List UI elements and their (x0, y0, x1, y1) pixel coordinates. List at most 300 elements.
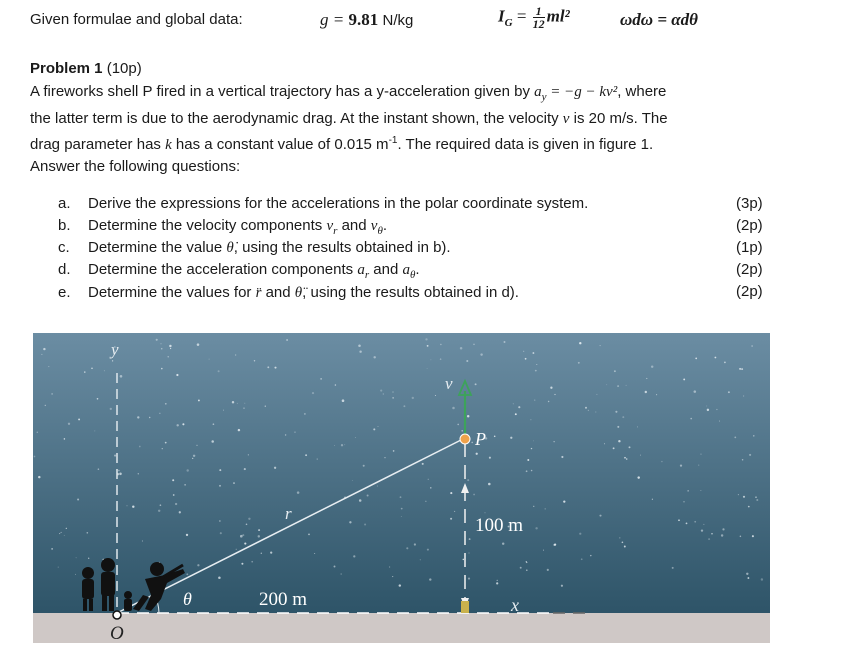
star (248, 454, 249, 455)
star (526, 470, 528, 472)
star (661, 461, 662, 462)
star (473, 344, 474, 345)
question-label: b. (58, 217, 71, 234)
star (352, 480, 353, 481)
star (422, 463, 424, 465)
star (373, 428, 375, 430)
star (743, 496, 745, 498)
star (728, 391, 730, 393)
label-r: r (285, 504, 292, 523)
star (294, 431, 295, 432)
star (138, 473, 139, 474)
star (209, 359, 210, 360)
star (335, 384, 337, 386)
star (59, 533, 60, 534)
star (425, 338, 427, 340)
star (165, 403, 167, 405)
star (734, 437, 736, 439)
ay-expression: = −g − kv² (546, 84, 618, 100)
star (41, 354, 42, 355)
star (454, 511, 455, 512)
star (468, 578, 470, 580)
unit-exponent: -1 (388, 135, 398, 146)
points-a: (3p) (736, 195, 763, 212)
star (267, 366, 269, 368)
star (471, 442, 473, 444)
star (626, 385, 627, 386)
star (626, 458, 628, 460)
star (112, 360, 113, 361)
star (384, 457, 385, 458)
star (218, 370, 220, 372)
star (578, 362, 580, 364)
star (645, 391, 647, 393)
star (392, 391, 394, 393)
star (435, 395, 436, 396)
star (536, 364, 537, 365)
star (383, 393, 384, 394)
omega-formula: ωdω = αdθ (620, 10, 699, 29)
star (233, 482, 235, 484)
star (651, 365, 653, 367)
star (581, 558, 583, 560)
star (182, 423, 184, 425)
star (377, 486, 378, 487)
star (66, 528, 67, 529)
star (427, 345, 429, 347)
star (51, 548, 53, 550)
star (708, 538, 710, 540)
question-and: and (261, 284, 295, 301)
star (721, 534, 723, 536)
star (373, 356, 375, 358)
star (76, 557, 77, 558)
star (711, 533, 712, 534)
star (624, 546, 626, 548)
question-a (58, 193, 588, 215)
star (161, 368, 163, 370)
star (722, 528, 724, 530)
star (739, 368, 741, 370)
star (265, 406, 266, 407)
star (515, 413, 517, 415)
star (504, 341, 506, 343)
star (305, 454, 307, 456)
star (78, 418, 80, 420)
star (320, 378, 322, 380)
star (237, 403, 238, 404)
star (622, 541, 624, 543)
star (223, 410, 224, 411)
star (248, 518, 250, 520)
star (466, 360, 468, 362)
star (701, 529, 703, 531)
question-label: c. (58, 239, 70, 256)
star (389, 567, 390, 568)
star (258, 529, 260, 531)
star (497, 580, 498, 581)
label-y: y (111, 340, 119, 359)
star (219, 520, 220, 521)
star (672, 567, 674, 569)
star (427, 549, 429, 551)
star (160, 504, 162, 506)
figure-1 (33, 333, 770, 643)
star (172, 479, 174, 481)
star (741, 368, 743, 370)
star (480, 353, 482, 355)
star (341, 444, 343, 446)
g-value: 9.81 (348, 10, 379, 29)
star (526, 562, 527, 563)
star (743, 396, 744, 397)
label-200m: 200 m (259, 589, 308, 610)
star (473, 494, 475, 496)
star (525, 358, 527, 360)
ig-eq: = (512, 6, 531, 26)
given-label: Given formulae and global data: (30, 11, 243, 28)
star (380, 390, 382, 392)
star (64, 438, 66, 440)
star (606, 384, 607, 385)
star (38, 476, 40, 478)
k-symbol: k (165, 137, 172, 153)
star (740, 536, 742, 538)
ay-sub: y (541, 91, 547, 103)
star (707, 409, 709, 411)
star (94, 430, 95, 431)
line1-end: , where (617, 83, 667, 100)
star (622, 416, 624, 418)
star (614, 370, 616, 372)
origin-point (113, 611, 121, 619)
star (475, 383, 477, 385)
v-symbol: v (562, 111, 570, 127)
star (344, 444, 345, 445)
star (752, 535, 754, 537)
star (51, 393, 53, 395)
star (656, 394, 657, 395)
question-c (58, 237, 451, 259)
g-lhs: g = (320, 10, 349, 29)
star (468, 552, 469, 553)
star (246, 524, 248, 526)
star (579, 342, 581, 344)
star (430, 359, 431, 360)
star (530, 419, 531, 420)
star (579, 533, 581, 535)
star (703, 524, 704, 525)
star (535, 527, 537, 529)
star (414, 543, 416, 545)
ig-rhs: ml² (546, 6, 570, 26)
star (755, 496, 757, 498)
star (342, 399, 345, 402)
star (554, 441, 555, 442)
points-c: (1p) (736, 239, 763, 256)
points-column (736, 193, 763, 303)
star (156, 339, 158, 341)
rddot-symbol: r̈ (255, 285, 262, 301)
star (513, 403, 514, 404)
star (629, 446, 631, 448)
star (241, 563, 243, 565)
star (618, 440, 620, 442)
star (68, 423, 70, 425)
star (523, 351, 524, 352)
star (753, 435, 754, 436)
star (746, 573, 748, 575)
star (742, 459, 744, 461)
star (258, 535, 260, 537)
vtheta-sub: θ (377, 225, 383, 237)
star (97, 398, 99, 400)
star (238, 429, 240, 431)
star (127, 505, 128, 506)
star (496, 582, 498, 584)
points-d: (2p) (736, 261, 763, 278)
question-text: Determine the velocity components (88, 217, 327, 234)
star (119, 473, 122, 476)
star (168, 356, 169, 357)
star (186, 534, 188, 536)
star (392, 576, 393, 577)
line2-text: the latter term is due to the aerodynamic drag. At the instant shown, the velocity (30, 110, 563, 127)
star (169, 345, 171, 347)
question-text: Determine the values for (88, 284, 256, 301)
star (197, 343, 200, 346)
star (531, 448, 532, 449)
star (535, 370, 537, 372)
inertia-formula (498, 5, 570, 30)
star (175, 503, 177, 505)
star (88, 558, 89, 559)
star (561, 456, 563, 458)
star (428, 479, 429, 480)
problem-line-2 (30, 108, 820, 130)
label-v: v (445, 374, 453, 393)
star (476, 453, 478, 455)
star (184, 484, 185, 485)
star (686, 523, 688, 525)
star (358, 345, 361, 348)
star (761, 578, 763, 580)
star (615, 411, 617, 413)
star (678, 519, 680, 521)
dimension-tick (461, 601, 469, 613)
star (457, 424, 459, 426)
problem-title (30, 60, 142, 77)
star (244, 468, 246, 470)
star (450, 492, 452, 494)
star (646, 378, 647, 379)
star (440, 358, 442, 360)
star (359, 499, 362, 502)
star (139, 446, 141, 448)
star (158, 510, 160, 512)
star (429, 578, 431, 580)
star (340, 573, 342, 575)
star (532, 352, 534, 354)
star (510, 437, 512, 439)
star (363, 465, 365, 467)
question-end: , using the results obtained in b). (233, 239, 451, 256)
star (334, 445, 335, 446)
star (75, 574, 76, 575)
star (700, 490, 701, 491)
star (161, 343, 162, 344)
star (198, 399, 200, 401)
star (43, 348, 45, 350)
star (61, 532, 62, 533)
star (637, 426, 638, 427)
star (377, 426, 378, 427)
star (724, 362, 726, 364)
star (494, 436, 496, 438)
points-b: (2p) (736, 217, 763, 234)
star (110, 408, 112, 410)
star (406, 547, 408, 549)
star (392, 397, 393, 398)
star (244, 543, 246, 545)
star (747, 577, 749, 579)
star (367, 495, 369, 497)
star (220, 532, 222, 534)
star (149, 417, 150, 418)
star (719, 421, 720, 422)
star (590, 555, 591, 556)
star (427, 368, 428, 369)
star (716, 409, 717, 410)
star (420, 559, 421, 560)
problem-title-text: Problem 1 (30, 60, 103, 77)
star (683, 501, 684, 502)
star (469, 538, 471, 540)
vr-symbol: v (326, 218, 334, 234)
star (162, 448, 163, 449)
line3-text: drag parameter has (30, 136, 166, 153)
star (518, 406, 520, 408)
vtheta-symbol: v (370, 218, 378, 234)
star (186, 469, 188, 471)
thetadot-symbol: θ̇ (226, 240, 234, 256)
star (120, 375, 123, 378)
star (680, 465, 682, 467)
star (45, 405, 46, 406)
star (165, 442, 167, 444)
vr-sub: r (333, 225, 338, 237)
question-text: Determine the value (88, 239, 227, 256)
star (640, 455, 641, 456)
star (349, 521, 351, 523)
problem-line-1 (30, 81, 820, 108)
question-text: Derive the expressions for the accelerations in the polar coordinate system. (88, 195, 589, 212)
ground (33, 613, 770, 643)
gravity-formula (320, 10, 413, 30)
ig-fraction (533, 5, 545, 30)
star (179, 511, 181, 513)
star (286, 339, 288, 341)
star (64, 535, 65, 536)
ig-num: 1 (533, 5, 545, 18)
star (463, 559, 465, 561)
line3-end: . The required data is given in figure 1. (397, 136, 654, 153)
star (91, 368, 93, 370)
star (613, 447, 615, 449)
star (619, 537, 620, 538)
atheta-sub: θ (409, 269, 416, 281)
label-x: x (511, 595, 519, 615)
star (193, 455, 195, 457)
star (401, 508, 403, 510)
star (561, 585, 563, 587)
question-end: . (415, 261, 420, 278)
star (240, 535, 243, 538)
star (176, 424, 178, 426)
sky-background (33, 333, 770, 613)
label-o: O (110, 623, 124, 643)
star (232, 401, 234, 403)
question-and: and (337, 217, 371, 234)
star (617, 426, 619, 428)
star (683, 378, 685, 380)
ay-symbol: a (534, 84, 542, 100)
star (132, 505, 134, 507)
atheta-symbol: a (402, 262, 410, 278)
star (142, 541, 143, 542)
star (213, 423, 215, 425)
problem-line-3 (30, 130, 820, 156)
label-theta: θ (183, 589, 192, 609)
star (236, 549, 237, 550)
star (706, 406, 707, 407)
star (118, 470, 120, 472)
star (554, 543, 556, 545)
star (84, 371, 85, 372)
star (353, 555, 355, 557)
star (545, 508, 546, 509)
star (520, 567, 522, 569)
star (751, 345, 753, 347)
star (334, 566, 336, 568)
g-unit: N/kg (382, 12, 414, 29)
star (400, 496, 402, 498)
star (304, 413, 306, 415)
star (527, 459, 529, 461)
star (192, 458, 193, 459)
star (285, 434, 286, 435)
problem-text (30, 81, 820, 177)
points-e: (2p) (736, 283, 763, 300)
star (502, 542, 504, 544)
star (548, 401, 549, 402)
star (695, 358, 697, 360)
star (161, 348, 163, 350)
question-e (58, 282, 519, 304)
star (412, 397, 414, 399)
label-100m: 100 m (475, 515, 524, 536)
star (114, 455, 116, 457)
star (533, 506, 534, 507)
star (688, 490, 689, 491)
star (698, 465, 699, 466)
star (401, 516, 402, 517)
star (137, 416, 139, 418)
question-text: Determine the acceleration components (88, 261, 358, 278)
ar-sub: r (364, 269, 370, 281)
star (219, 469, 221, 471)
star (242, 534, 244, 536)
